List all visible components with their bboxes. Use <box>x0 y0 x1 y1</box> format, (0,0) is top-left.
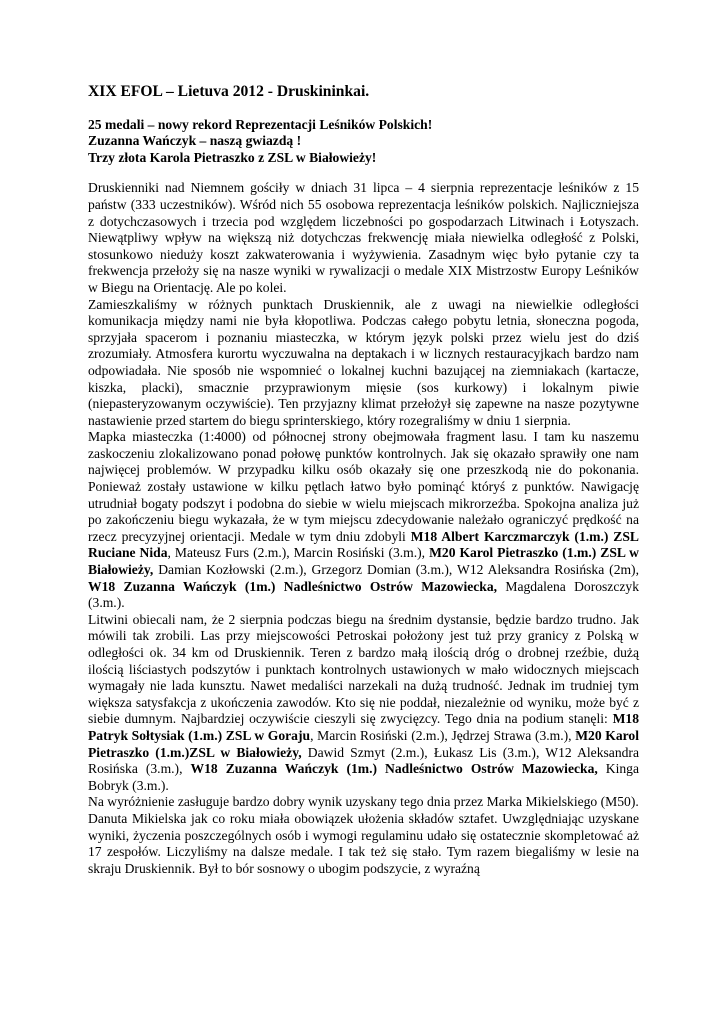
paragraph-intro: Druskienniki nad Niemnem gościły w dniach 31 lipca – 4 sierpnia reprezentacje leśników z 15 państw (333 uczestników). Wśród nich 55 osobowa reprezentacja leśników polskich. Najliczniejsza z dotychczasowych i trzecia pod względem liczebności po gospodarzach Litwinach i Łotyszach. Niewątpliwy wpływ na większą niż dotychczas frekwencję miała niewielka odległość z Polski, stosunkowo nieduży koszt zakwaterowania i wyżywienia. Zasadnym więc było pytanie czy ta frekwencja przełoży się na nasze wyniki w rywalizacji o medale XIX Mistrzostw Europy Leśników w Biegu na Orientację. Ale po kolei. <box>88 180 639 295</box>
document-page <box>88 84 639 877</box>
subheading-gold: Trzy złota Karola Pietraszko z ZSL w Białowieży! <box>88 149 377 165</box>
middle-medal-m20: M20 Karol Pietraszko (1.m.)ZSL w Białowieży, <box>88 727 640 760</box>
subheading-record: 25 medali – nowy rekord Reprezentacji Leśników Polskich! <box>88 116 433 132</box>
middle-medal-m18: M18 Patryk Sołtysiak (1.m.) ZSL w Goraju <box>88 711 639 743</box>
middle-text-4: Kinga Bobryk (3.m.). <box>88 761 640 793</box>
paragraph-sprint <box>88 429 639 612</box>
sprint-medal-w18: W18 Zuzanna Wańczyk (1m.) Nadleśnictwo Ostrów Mazowiecka, <box>88 578 498 594</box>
sprint-text-3: Damian Kozłowski (2.m.), Grzegorz Domian (3.m.), W12 Aleksandra Rosińska (2m), <box>153 562 639 578</box>
sprint-medal-m18: M18 Albert Karczmarczyk (1.m.) ZSL Ruciane Nida <box>88 528 639 561</box>
paragraph-relay: Danuta Mikielska jak co roku miała obowiązek ułożenia składów sztafet. Uwzględniając uzyskane wyniki, życzenia poszczególnych osób i wymogi regulaminu udało się ostatecznie skompletować aż 17 zespołów. Liczyliśmy na dalsze medale. I tak też się stało. Tym razem biegaliśmy w lesie na skraju Druskiennik. Był to bór sosnowy o ubogim podszycie, z wyraźną <box>88 810 639 876</box>
sprint-text-1: Mapka miasteczka (1:4000) od północnej strony obejmowała fragment lasu. I tam ku naszemu zaskoczeniu zlokalizowano ponad połowę punktów kontrolnych. Jak się okazało sprawiły one nam najwięcej problemów. W przypadku kilku osób okazały się one przeszkodą nie do pokonania. Ponieważ zostały ustawione w kilku pętlach łatwo było pominąć któryś z punktów. Nawigację utrudniał bogaty podszyt i podobna do siebie w wielu miejscach mikrorzeźba. Spokojna analiza już po zakończeniu biegu wykazała, że w tym miejscu zdecydowanie należało ograniczyć prędkość na rzecz precyzyjnej orientacji. Medale w tym dniu zdobyli <box>88 429 639 544</box>
middle-text-2: , Marcin Rosiński (2.m.), Jędrzej Strawa (3.m.), <box>310 727 576 743</box>
middle-medal-w18: W18 Zuzanna Wańczyk (1m.) Nadleśnictwo Ostrów Mazowiecka, <box>190 761 598 777</box>
document-title: XIX EFOL – Lietuva 2012 - Druskininkai. <box>88 83 370 100</box>
paragraph-accommodation: Zamieszkaliśmy w różnych punktach Druskiennik, ale z uwagi na niewielkie odległości komunikacja między nami nie była kłopotliwa. Podczas całego pobytu letnia, słoneczna pogoda, sprzyjała spacerom i poznaniu miasteczka, w którym język polski przez wielu jest do dziś zrozumiały. Atmosfera kurortu wyczuwalna na deptakach i w licznych restauracyjkach bardzo nam odpowiadała. Nie sposób nie wspomnieć o lokalnej kuchni bazującej na ziemniakach (kartacze, kiszka, placki), smacznie przyprawionym mięsie (sos kurkowy) i lokalnym piwie (niepasteryzowanym oczywiście). Ten przyjazny klimat przełożył się zapewne na nasze pozytywne nastawienie przed startem do biegu sprinterskiego, który rozegraliśmy w dniu 1 sierpnia. <box>88 296 639 428</box>
middle-text-1: Litwini obiecali nam, że 2 sierpnia podczas biegu na średnim dystansie, będzie bardzo trudno. Jak mówili tak zrobili. Las przy miejscowości Petroskai położony jest tuż przy granicy z Polską w odległości ok. 34 km od Druskiennik. Teren z bardzo małą ilością dróg o drobnej rzeźbie, dużą ilością liściastych podszytów i punktach kontrolnych ustawionych w mało widocznych miejscach wymagały nie lada kunsztu. Nawet medaliści narzekali na dużą trudność. Jednak im trudniej tym większa satysfakcja z ukończenia zawodów. Kto się nie poddał, niezależnie od wyniku, może być z siebie dumnym. Najbardziej oczywiście cieszyli się zwycięzcy. Tego dnia na podium stanęli: <box>88 611 639 727</box>
paragraph-distinction: Na wyróżnienie zasługuje bardzo dobry wynik uzyskany tego dnia przez Marka Mikielskiego (M50). <box>88 794 639 810</box>
sprint-text-2: , Mateusz Furs (2.m.), Marcin Rosiński (3.m.), <box>167 545 430 561</box>
sprint-text-4: Magdalena Doroszczyk (3.m.). <box>88 578 640 611</box>
subheadings <box>88 117 639 167</box>
subheading-star: Zuzanna Wańczyk – naszą gwiazdą ! <box>88 133 302 149</box>
paragraph-middle-distance <box>88 612 639 795</box>
middle-text-3: Dawid Szmyt (2.m.), Łukasz Lis (3.m.), W12 Aleksandra Rosińska (3.m.), <box>88 744 639 777</box>
sprint-medal-m20: M20 Karol Pietraszko (1.m.) ZSL w Białowieży, <box>88 545 639 578</box>
